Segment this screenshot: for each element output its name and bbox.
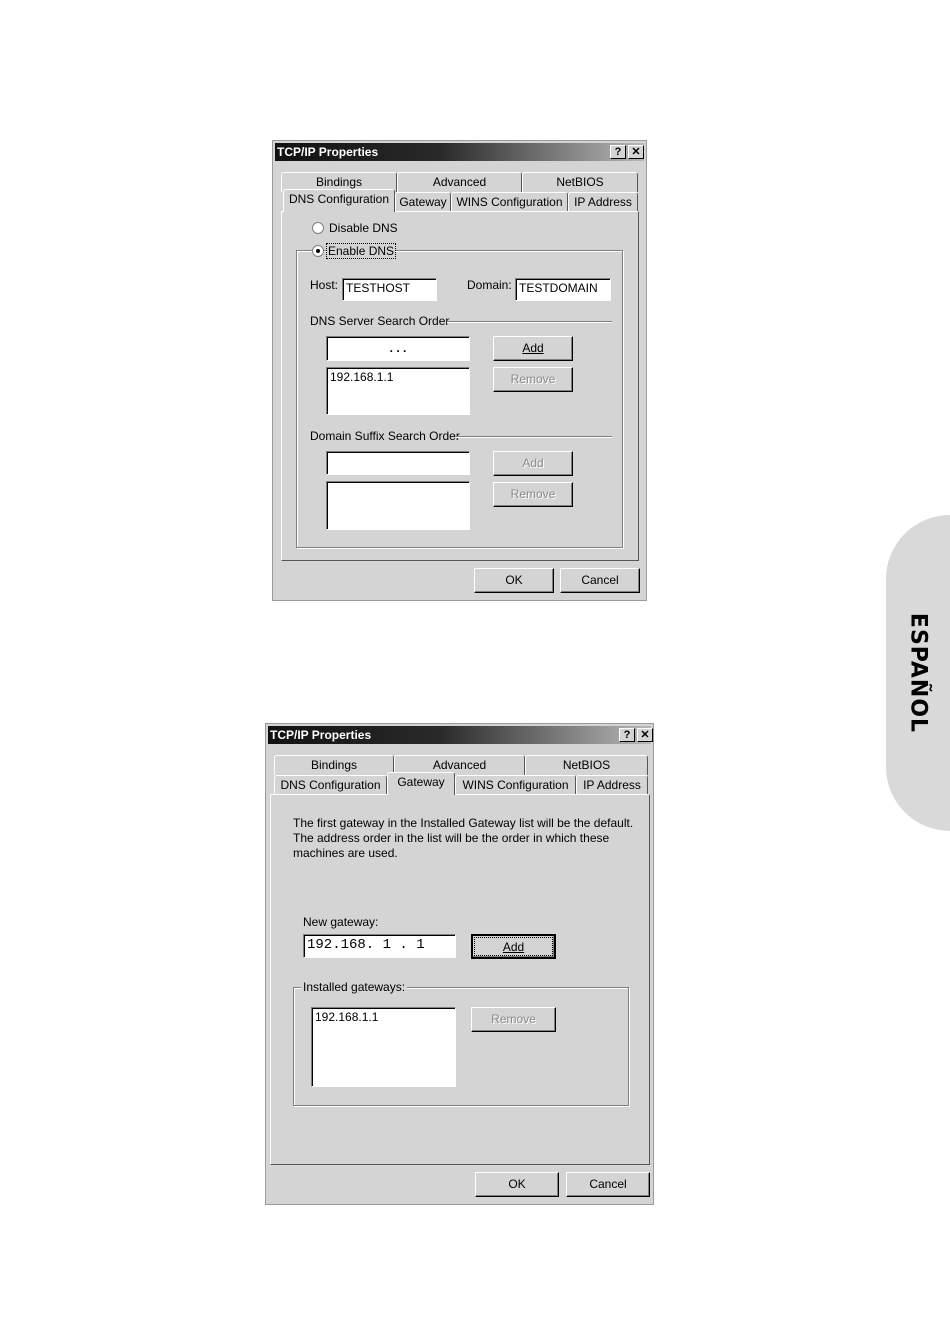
domain-suffix-separator	[456, 436, 612, 438]
dns-add-button[interactable]: Add	[493, 336, 573, 361]
tab-gateway[interactable]: Gateway	[387, 772, 455, 795]
suffix-input[interactable]	[326, 451, 470, 475]
dns-ip-input[interactable]: . . .	[326, 336, 470, 361]
help-button[interactable]: ?	[619, 728, 635, 742]
gateway-tab-panel	[270, 794, 650, 1165]
gateway-description	[293, 816, 633, 861]
dns-server-list[interactable]	[326, 367, 470, 415]
tab-dns-configuration[interactable]: DNS Configuration	[274, 775, 387, 795]
domain-field[interactable]: TESTDOMAIN	[515, 278, 611, 301]
tab-netbios[interactable]: NetBIOS	[522, 172, 638, 192]
enable-dns-label[interactable]: Enable DNS	[328, 244, 395, 258]
tab-advanced[interactable]: Advanced	[394, 755, 525, 775]
tcpip-properties-dialog-gateway	[265, 723, 654, 1205]
tab-dns-configuration[interactable]: DNS Configuration	[283, 189, 395, 212]
tab-netbios[interactable]: NetBIOS	[525, 755, 648, 775]
installed-gateway-item[interactable]: 192.168.1.1	[315, 1010, 379, 1024]
domain-suffix-section-label: Domain Suffix Search Order	[310, 429, 460, 443]
new-gateway-label: New gateway:	[303, 915, 379, 929]
tab-wins-configuration[interactable]: WINS Configuration	[451, 192, 568, 212]
dns-server-section-label: DNS Server Search Order	[310, 314, 450, 328]
host-label: Host:	[310, 278, 339, 292]
dns-server-separator	[447, 321, 612, 323]
dns-remove-button[interactable]: Remove	[493, 367, 573, 392]
dns-server-item[interactable]: 192.168.1.1	[330, 370, 394, 384]
remove-gateway-button[interactable]: Remove	[471, 1007, 556, 1032]
dns-tab-panel	[281, 211, 639, 561]
window-title: TCP/IP Properties	[277, 145, 379, 159]
suffix-remove-button[interactable]: Remove	[493, 482, 573, 507]
installed-gateways-list[interactable]	[311, 1007, 456, 1087]
disable-dns-radio[interactable]	[312, 222, 324, 234]
tab-gateway[interactable]: Gateway	[395, 192, 451, 212]
tab-ip-address[interactable]: IP Address	[576, 775, 648, 795]
host-field[interactable]: TESTHOST	[342, 278, 437, 301]
close-button[interactable]: ✕	[637, 728, 653, 742]
ok-button[interactable]: OK	[475, 1172, 559, 1197]
new-gateway-input[interactable]: 192.168. 1 . 1	[303, 934, 456, 958]
tab-ip-address[interactable]: IP Address	[568, 192, 638, 212]
tcpip-properties-dialog-dns	[272, 140, 647, 601]
description-line: The first gateway in the Installed Gateway list will be the default.	[293, 816, 634, 830]
installed-gateways-label: Installed gateways:	[303, 980, 406, 994]
cancel-button[interactable]: Cancel	[560, 568, 640, 593]
tab-bindings[interactable]: Bindings	[281, 172, 397, 192]
add-gateway-button[interactable]: Add	[471, 934, 556, 959]
enable-dns-radio[interactable]	[312, 245, 324, 257]
close-button[interactable]: ✕	[628, 145, 644, 159]
language-side-label: ESPAÑOL	[905, 612, 931, 734]
title-bar	[268, 726, 651, 744]
tab-wins-configuration[interactable]: WINS Configuration	[455, 775, 576, 795]
suffix-list[interactable]	[326, 481, 470, 530]
cancel-button[interactable]: Cancel	[566, 1172, 650, 1197]
tab-advanced[interactable]: Advanced	[397, 172, 522, 192]
domain-label: Domain:	[467, 278, 512, 292]
disable-dns-label[interactable]: Disable DNS	[329, 221, 398, 235]
ok-button[interactable]: OK	[474, 568, 554, 593]
help-button[interactable]: ?	[610, 145, 626, 159]
description-line: The address order in the list will be the order in which these	[293, 831, 610, 845]
description-line: machines are used.	[293, 846, 398, 860]
tab-bindings[interactable]: Bindings	[274, 755, 394, 775]
title-bar	[275, 143, 644, 161]
window-title: TCP/IP Properties	[270, 728, 372, 742]
suffix-add-button[interactable]: Add	[493, 451, 573, 476]
